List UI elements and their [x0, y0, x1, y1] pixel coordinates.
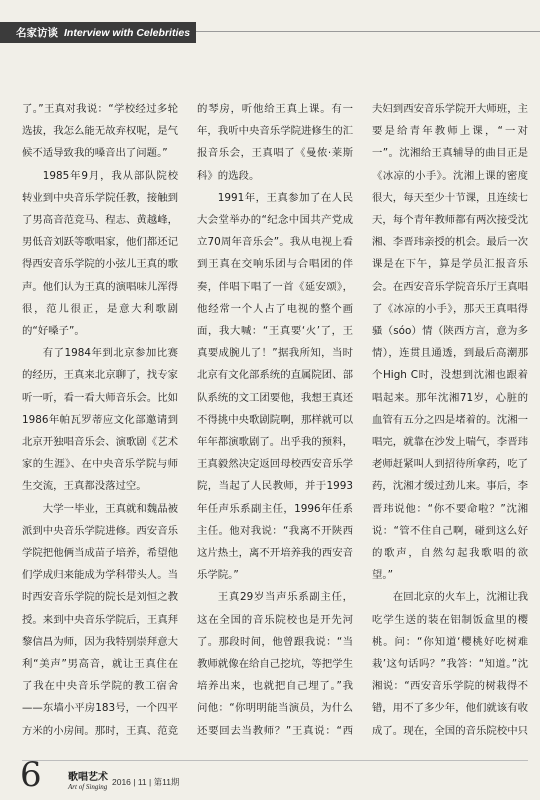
paragraph: 在回北京的火车上，沈湘让我吃学生送的装在铝制饭盒里的樱桃。问：“你知道‘樱桃好吃树难栽’这句话吗？”我答：“知道。”沈湘说：“西安音乐学院的树栽得不错，用不了多少年，他们就该有收成了。现在，全国的音乐院校中只: [372, 591, 528, 737]
section-header: [0, 22, 196, 43]
footer-divider: [22, 760, 528, 761]
paragraph: 了。”王真对我说：“学校经过多轮选拔，我怎么能无故弃权呢，是气候不适导致我的嗓音出了问题。”: [22, 103, 178, 160]
paragraph: 大学一毕业，王真就和魏晶被派到中央音乐学院进修。西安音乐学院把他俩当成苗子培养，希望他们学成归来能成为学科带头人。当时西安音乐学院的院长是刘恒之教授。来到中央音乐学院后，王真拜黎信昌为师，因为我特别崇拜意大利“美声”男高音，就让王真住在了我在中央音乐学院的教工宿舍——东墙小平房183号，一个四平方米的小房间。那时，王真、范竞: [22, 502, 178, 737]
paragraph: 夫妇到西安音乐学院开大师班，主要是给青年教师上课，“一对一”。沈湘给王真辅导的曲目正是《冰凉的小手》。沈湘上课的密度很大，每天至少十节课，且连续七天，每个青年教师都有两次接受沈湘、李晋玮亲授的机会。最后一次课是在下午，算是学员汇报音乐会。在西安音乐学院音乐厅王真唱了《冰凉的小手》，那天王真唱得骚（sóo）情（陕西方言，意为多情），连贯且通透，到最后高潮那个High C时，没想到沈湘也跟着唱起来。那年沈湘71岁，心脏的血管有五分之四是堵着的。沈湘一唱完，就靠在沙发上喘气，李晋玮老师赶紧叫人到招待所拿药，吃了药，沈湘才缓过劲儿来。事后，李晋玮说他：“你不要命啦？”沈湘说：“管不住自己啊，碰到这么好的歌声，自然勾起我歌唱的欲望。”: [372, 103, 528, 582]
article-body: [22, 98, 528, 746]
section-title-cn: 名家访谈: [16, 27, 58, 39]
page-number: 6: [20, 755, 42, 795]
section-title-en: Interview with Celebrities: [64, 26, 191, 39]
issue-info: 2016 | 11 | 第11期: [112, 777, 180, 787]
magazine-logo-cn: 歌唱艺术: [68, 772, 108, 783]
column-left: [22, 98, 178, 746]
paragraph: 的琴房，听他给王真上课。有一年，我听中央音乐学院进修生的汇报音乐会，王真唱了《曼侬·莱斯科》的选段。: [197, 103, 353, 182]
header-divider: [196, 31, 540, 32]
paragraph: 王真29岁当声乐系副主任，这在全国的音乐院校也是开先河了。那段时间，他曾跟我说：“当教师就像在给自己挖坑，等把学生培养出来，也就把自己埋了。”我问他：“你明明能当演员，为什么还要回去当教师？”王真说：“西: [197, 591, 353, 737]
paragraph: 1985年9月，我从部队院校转业到中央音乐学院任教，接触到了男高音范竞马、程志、黄越峰，男低音刘跃等歌唱家，他们都还记得西安音乐学院的小弦儿王真的歌声。他们认为王真的演唱味儿浑得很，范儿很正，是意大利歌剧的“好嗓子”。: [22, 169, 178, 338]
paragraph: 有了1984年到北京参加比赛的经历，王真来北京聊了，找专家听一听，看一看大师音乐会。比如1986年帕瓦罗蒂应文化部邀请到北京开独唱音乐会、演歌剧《艺术家的生涯》、在中央音乐学院与师生交流，王真都没落过空。: [22, 347, 178, 493]
paragraph: 1991年，王真参加了在人民大会堂举办的“纪念中国共产党成立70周年音乐会”。我从电视上看到王真在交响乐团与合唱团的伴奏，伴唱下唱了一首《延安颂》，他经常一个人占了电视的整个画面，我大喊：“王真要‘火’了，王真要成腕儿了！”据我所知，当时北京有文化部系统的直属院团、部队系统的文工团要他，我想王真还不得挑中央歌剧院啊，那样就可以年年都演歌剧了。出乎我的预料，王真毅然决定返回母校西安音乐学院，当起了人民教师，并于1993年任声乐系副主任，1996年任系主任。他对我说：“我离不开陕西这片热土，离不开培养我的西安音乐学院。”: [197, 191, 353, 582]
magazine-logo: [68, 772, 106, 792]
column-middle: [197, 98, 353, 746]
column-right: [372, 98, 528, 746]
magazine-logo-en: Art of Singing: [68, 783, 108, 791]
